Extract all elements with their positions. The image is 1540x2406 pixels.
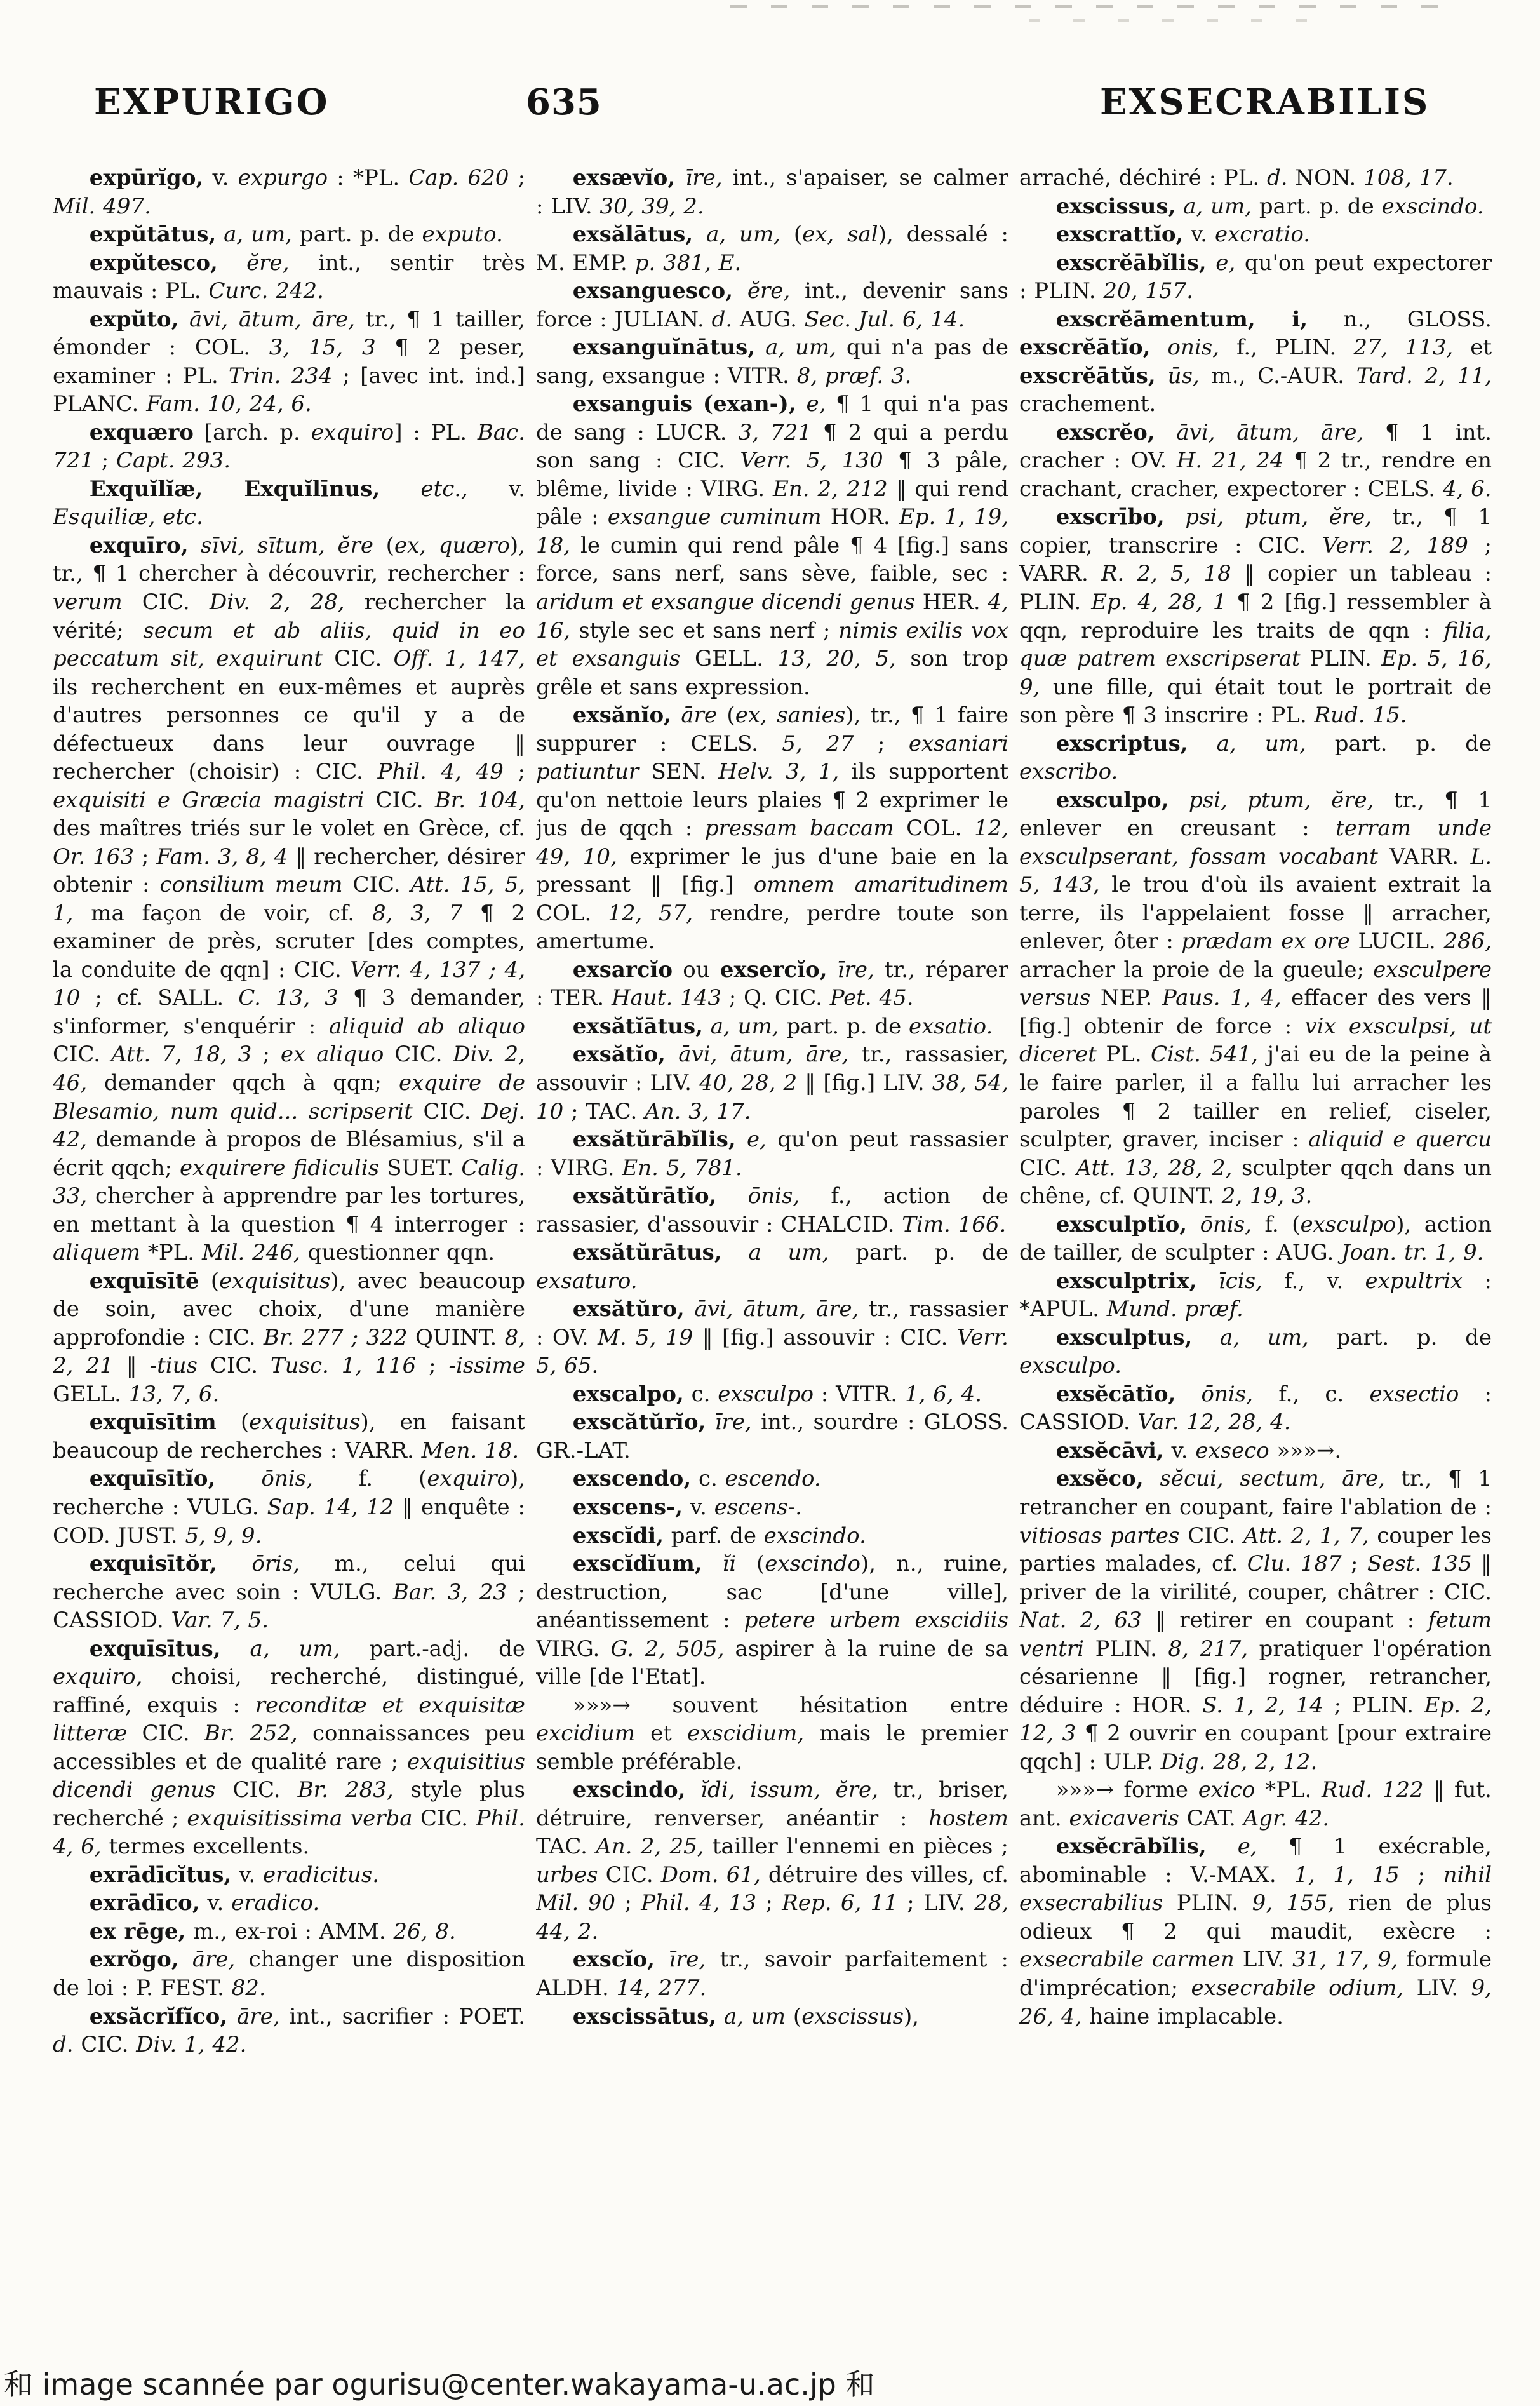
dictionary-entry: exquīsītĭo, ōnis, f. (exquiro), recherche : VULG. Sap. 14, 12 ‖ enquête : COD. JUST. 5, 9, 9. (53, 1466, 525, 1549)
dictionary-entry: exscalpo, c. exsculpo : VITR. 1, 6, 4. (572, 1381, 982, 1407)
dictionary-entry: exsculpo, psi, ptum, ĕre, tr., ¶ 1 enlever en creusant : terram unde exsculpserant, fossam vocabant VARR. L. 5, 143, le trou d'où ils avaient extrait la terre, ils l'appelaient fosse ‖ arracher, enlever, ôter : prædam ex ore LUCIL. 286, arracher la proie de la gueule; exsculpere versus NEP. Paus. 1, 4, effacer des vers ‖ [fig.] obtenir de force : vix exsculpsi, ut diceret PL. Cist. 541, j'ai eu de la peine à le faire parler, il a fallu lui arracher les paroles ¶ 2 tailler en relief, ciseler, sculpter, graver, inciser : aliquid e quercu CIC. Att. 13, 28, 2, sculpter qqch dans un chêne, cf. QUINT. 2, 19, 3. (1019, 787, 1492, 1209)
dictionary-entry: exsĕco, sĕcui, sectum, āre, tr., ¶ 1 retrancher en coupant, faire l'ablation de : vitiosas partes CIC. Att. 2, 1, 7, couper les parties malades, cf. Clu. 187 ; Sest. 135 ‖ priver de la virilité, couper, châtrer : CIC. Nat. 2, 63 ‖ retirer en coupant : fetum ventri PLIN. 8, 217, pratiquer l'opération césarienne ‖ [fig.] rogner, retrancher, déduire : HOR. S. 1, 2, 14 ; PLIN. Ep. 2, 12, 3 ¶ 2 ouvrir en coupant [pour extraire qqch] : ULP. Dig. 28, 2, 12. (1019, 1466, 1492, 1775)
dictionary-entry: expūrĭgo, v. expurgo : *PL. Cap. 620 ; Mil. 497. (53, 165, 525, 219)
dictionary-entry: expŭtātus, a, um, part. p. de exputo. (89, 222, 503, 248)
dictionary-entry: exsanguis (exan-), e, ¶ 1 qui n'a pas de sang : LUCR. 3, 721 ¶ 2 qui a perdu son sang : CIC. Verr. 5, 130 ¶ 3 pâle, blême, livide : VIRG. En. 2, 212 ‖ qui rend pâle : exsangue cuminum HOR. Ep. 1, 19, 18, le cumin qui rend pâle ¶ 4 [fig.] sans force, sans nerf, sans sève, faible, sec : aridum et exsangue dicendi genus HER. 4, 16, style sec et sans nerf ; nimis exilis vox et exsanguis GELL. 13, 20, 5, son trop grêle et sans expression. (536, 391, 1008, 700)
running-head-right: EXSECRABILIS (1100, 81, 1430, 123)
dictionary-entry: exsĕcrābĭlis, e, ¶ 1 exécrable, abominable : V.-MAX. 1, 1, 15 ; nihil exsecrabilius PLIN. 9, 155, rien de plus odieux ¶ 2 qui maudit, exècre : exsecrabile carmen LIV. 31, 17, 9, formule d'imprécation; exsecrabile odium, LIV. 9, 26, 4, haine implacable. (1019, 1834, 1492, 2029)
dictionary-entry: exscrĕābĭlis, e, qu'on peut expectorer : PLIN. 20, 157. (1019, 250, 1492, 304)
dictionary-entry: exsătŭro, āvi, ātum, āre, tr., rassasier : OV. M. 5, 19 ‖ [fig.] assouvir : CIC. Verr. 5, 65. (536, 1296, 1008, 1379)
dictionary-entry: exsævĭo, īre, int., s'apaiser, se calmer : LIV. 30, 39, 2. (536, 165, 1008, 219)
dictionary-entry: exquæro [arch. p. exquiro] : PL. Bac. 721 ; Capt. 293. (53, 419, 525, 474)
scan-watermark: 和 image scannée par ogurisu@center.wakayama-u.ac.jp 和 (4, 2367, 875, 2402)
dictionary-entry: exsculptrix, īcis, f., v. expultrix : *APUL. Mund. præf. (1019, 1268, 1492, 1322)
dictionary-entry: exquisītŏr, ōris, m., celui qui recherche avec soin : VULG. Bar. 3, 23 ; CASSIOD. Var. 7, 5. (53, 1551, 525, 1634)
dictionary-entry: »»»→ forme exico *PL. Rud. 122 ‖ fut. ant. exicaveris CAT. Agr. 42. (1019, 1777, 1492, 1831)
dictionary-entry: exsătĭātus, a, um, part. p. de exsatio. (572, 1013, 993, 1039)
dictionary-entry: exquīsītus, a, um, part.-adj. de exquiro, choisi, recherché, distingué, raffiné, exquis : reconditæ et exquisitæ litteræ CIC. Br. 252, connaissances peu accessibles et de qualité rare ; exquisitius dicendi genus CIC. Br. 283, style plus recherché ; exquisitissima verba CIC. Phil. 4, 6, termes excellents. (53, 1636, 525, 1860)
dictionary-entry: exrādīcĭtus, v. eradicitus. (89, 1862, 379, 1888)
dictionary-entry: arraché, déchiré : PL. d. NON. 108, 17. (1019, 165, 1454, 191)
dictionary-entry: exsanguĭnātus, a, um, qui n'a pas de sang, exsangue : VITR. 8, præf. 3. (536, 335, 1008, 389)
dictionary-entry: exsarcĭo ou exsercĭo, īre, tr., réparer : TER. Haut. 143 ; Q. CIC. Pet. 45. (536, 957, 1008, 1011)
dictionary-entry: exscendo, c. escendo. (572, 1466, 821, 1492)
dictionary-entry: exrādīco, v. eradico. (89, 1890, 320, 1916)
dictionary-entry: ex rēge, m., ex-roi : AMM. 26, 8. (89, 1918, 456, 1944)
dictionary-entry: »»»→ souvent hésitation entre excidium et exscidium, mais le premier semble préférable. (536, 1692, 1008, 1775)
dictionary-entry: exscrattĭo, v. excratio. (1055, 222, 1311, 248)
dictionary-entry: exsălātus, a, um, (ex, sal), dessalé : M. EMP. p. 381, E. (536, 222, 1008, 276)
text-columns (53, 164, 1492, 2342)
dictionary-entry: expŭtesco, ĕre, int., sentir très mauvais : PL. Curc. 242. (53, 250, 525, 304)
page-header (0, 81, 1540, 145)
dictionary-entry: exsătŭrātus, a um, part. p. de exsaturo. (536, 1240, 1008, 1294)
dictionary-entry: exsĕcātĭo, ōnis, f., c. exsectio : CASSIOD. Var. 12, 28, 4. (1019, 1381, 1492, 1435)
dictionary-entry: exscissus, a, um, part. p. de exscindo. (1055, 193, 1484, 219)
dictionary-entry: exscissātus, a, um (exscissus), (572, 2003, 920, 2029)
page-number: 635 (526, 81, 602, 123)
dictionary-entry: Exquĭlĭæ, Exquĭlīnus, etc., v. Esquiliæ, etc. (53, 476, 525, 530)
dictionary-entry: exsătŭrābĭlis, e, qu'on peut rassasier : VIRG. En. 5, 781. (536, 1127, 1008, 1181)
dictionary-entry: exsanguesco, ĕre, int., devenir sans force : JULIAN. d. AUG. Sec. Jul. 6, 14. (536, 278, 1008, 332)
dictionary-entry: exquīsītē (exquisitus), avec beaucoup de soin, avec choix, d'une manière approfondie : CIC. Br. 277 ; 322 QUINT. 8, 2, 21 ‖ -tius CIC. Tusc. 1, 116 ; -issime GELL. 13, 7, 6. (53, 1268, 525, 1407)
dictionary-entry: exscĭdĭum, ĭi (exscindo), n., ruine, destruction, sac [d'une ville], anéantissement : petere urbem exscidiis VIRG. G. 2, 505, aspirer à la ruine de sa ville [de l'Etat]. (536, 1551, 1008, 1690)
scan-artifact-dashes-2 (1029, 19, 1315, 22)
text-column-2 (536, 164, 1008, 2342)
dictionary-entry: exsculptĭo, ōnis, f. (exsculpo), action de tailler, de sculpter : AUG. Joan. tr. 1, 9. (1019, 1211, 1492, 1266)
dictionary-entry: exscindo, ĭdi, issum, ĕre, tr., briser, détruire, renverser, anéantir : hostem TAC. An. 2, 25, tailler l'ennemi en pièces ; urbes CIC. Dom. 61, détruire des villes, cf. Mil. 90 ; Phil. 4, 13 ; Rep. 6, 11 ; LIV. 28, 44, 2. (536, 1777, 1008, 1944)
dictionary-entry: exscrībo, psi, ptum, ĕre, tr., ¶ 1 copier, transcrire : CIC. Verr. 2, 189 ; VARR. R. 2, 5, 18 ‖ copier un tableau : PLIN. Ep. 4, 28, 1 ¶ 2 [fig.] ressembler à qqn, reproduire les traits de qqn : filia, quæ patrem exscripserat PLIN. Ep. 5, 16, 9, une fille, qui était tout le portrait de son père ¶ 3 inscrire : PL. Rud. 15. (1019, 504, 1492, 729)
dictionary-entry: exrŏgo, āre, changer une disposition de loi : P. FEST. 82. (53, 1947, 525, 2001)
text-column-1 (53, 164, 525, 2342)
dictionary-entry: exquīsītim (exquisitus), en faisant beaucoup de recherches : VARR. Men. 18. (53, 1409, 525, 1463)
dictionary-entry: exscriptus, a, um, part. p. de exscribo. (1019, 730, 1492, 785)
dictionary-entry: exscrĕo, āvi, ātum, āre, ¶ 1 int. cracher : OV. H. 21, 24 ¶ 2 tr., rendre en crachant, cracher, expectorer : CELS. 4, 6. (1019, 419, 1492, 502)
dictionary-entry: exsĕcāvi, v. exseco »»»→. (1055, 1437, 1342, 1463)
dictionary-entry: exsculptus, a, um, part. p. de exsculpo. (1019, 1324, 1492, 1379)
dictionary-entry: exscĭo, īre, tr., savoir parfaitement : ALDH. 14, 277. (536, 1947, 1008, 2001)
dictionary-entry: expŭto, āvi, ātum, āre, tr., ¶ 1 tailler, émonder : COL. 3, 15, 3 ¶ 2 peser, examiner : PL. Trin. 234 ; [avec int. ind.] PLANC. Fam. 10, 24, 6. (53, 306, 525, 417)
dictionary-entry: exscrĕāmentum, i, n., GLOSS. exscrĕātĭo, onis, f., PLIN. 27, 113, et exscrĕātŭs, ūs, m., C.-AUR. Tard. 2, 11, crachement. (1019, 306, 1492, 417)
dictionary-entry: exquīro, sīvi, sītum, ĕre (ex, quæro), tr., ¶ 1 chercher à découvrir, rechercher : verum CIC. Div. 2, 28, rechercher la vérité; secum et ab aliis, quid in eo peccatum sit, exquirunt CIC. Off. 1, 147, ils recherchent en eux-mêmes et auprès d'autres personnes ce qu'il y a de défectueux dans leur ouvrage ‖ rechercher (choisir) : CIC. Phil. 4, 49 ; exquisiti e Græcia magistri CIC. Br. 104, des maîtres triés sur le volet en Grèce, cf. Or. 163 ; Fam. 3, 8, 4 ‖ rechercher, désirer obtenir : consilium meum CIC. Att. 15, 5, 1, ma façon de voir, cf. 8, 3, 7 ¶ 2 examiner de près, scruter [des comptes, la conduite de qqn] : CIC. Verr. 4, 137 ; 4, 10 ; cf. SALL. C. 13, 3 ¶ 3 demander, s'informer, s'enquérir : aliquid ab aliquo CIC. Att. 7, 18, 3 ; ex aliquo CIC. Div. 2, 46, demander qqch à qqn; exquire de Blesamio, num quid... scripserit CIC. Dej. 42, demande à propos de Blésamius, s'il a écrit qqch; exquirere fidiculis SUET. Calig. 33, chercher à apprendre par les tortures, en mettant à la question ¶ 4 interroger : aliquem *PL. Mil. 246, questionner qqn. (53, 532, 525, 1266)
scan-artifact-dashes (730, 5, 1461, 8)
dictionary-entry: exscătŭrĭo, īre, int., sourdre : GLOSS. GR.-LAT. (536, 1409, 1008, 1463)
dictionary-entry: exsătŭrātĭo, ōnis, f., action de rassasier, d'assouvir : CHALCID. Tim. 166. (536, 1183, 1008, 1237)
dictionary-entry: exsănĭo, āre (ex, sanies), tr., ¶ 1 faire suppurer : CELS. 5, 27 ; exsaniari patiuntur SEN. Helv. 3, 1, ils supportent qu'on nettoie leurs plaies ¶ 2 exprimer le jus de qqch : pressam baccam COL. 12, 49, 10, exprimer le jus d'une baie en la pressant ‖ [fig.] omnem amaritudinem COL. 12, 57, rendre, perdre toute son amertume. (536, 702, 1008, 955)
text-column-3 (1019, 164, 1492, 2342)
dictionary-entry: exsăcrĭfĭco, āre, int., sacrifier : POET. d. CIC. Div. 1, 42. (53, 2003, 525, 2058)
running-head-left: EXPURIGO (94, 81, 330, 123)
dictionary-entry: exsătĭo, āvi, ātum, āre, tr., rassasier, assouvir : LIV. 40, 28, 2 ‖ [fig.] LIV. 38, 54, 10 ; TAC. An. 3, 17. (536, 1042, 1008, 1124)
dictionary-entry: exscĭdi, parf. de exscindo. (572, 1522, 866, 1549)
dictionary-entry: exscens-, v. escens-. (572, 1494, 802, 1520)
